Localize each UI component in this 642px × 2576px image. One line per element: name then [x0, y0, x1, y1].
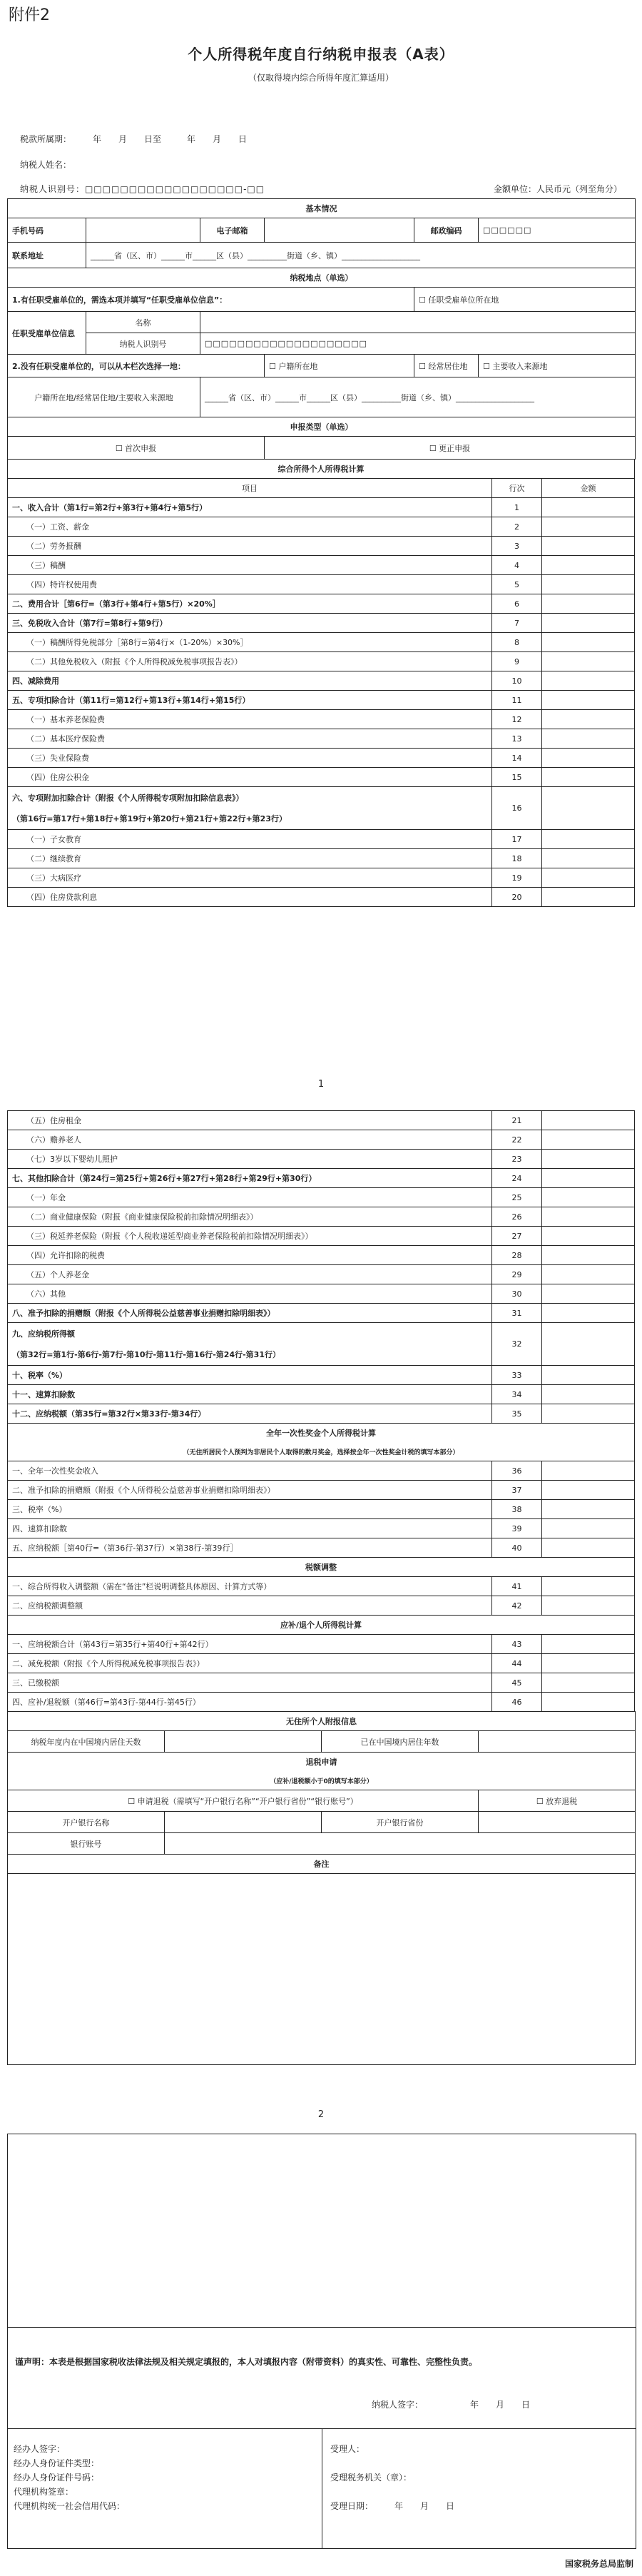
- option-apply-refund[interactable]: ☐ 申请退税（需填写“开户银行名称”“开户银行省份”“银行账号”）: [8, 1790, 479, 1812]
- row-item-label: （一）年金: [8, 1188, 492, 1207]
- tax-office-seal: 受理税务机关（章）：: [330, 2473, 412, 2483]
- row-amount-field[interactable]: [541, 594, 634, 614]
- row-line-number: 2: [491, 517, 541, 537]
- section-type: 申报类型（单选）: [8, 417, 636, 437]
- row-item-label: 三、已缴税额: [8, 1673, 492, 1693]
- declaration-text: 谨声明：本表是根据国家税收法律法规及相关规定填报的，本人对填报内容（附带资料）的真实性、可靠性、完整性负责。: [15, 2357, 478, 2367]
- row-32-line: 32: [492, 1323, 542, 1366]
- row-amount-field[interactable]: [541, 691, 634, 710]
- row-line-number: 22: [492, 1130, 542, 1150]
- address-field[interactable]: ______省（区、市）______市______区（县）__________街道（乡、镇）____________________: [86, 243, 636, 268]
- row-item-label: 七、其他扣除合计（第24行=第25行+第26行+第27行+第28行+第29行+第30行）: [8, 1169, 492, 1188]
- employer-name-field[interactable]: [200, 312, 636, 333]
- table-row: [8, 1227, 635, 1246]
- table-row: [8, 1265, 635, 1284]
- attachment-label: 附件2: [9, 6, 50, 24]
- table-row: [8, 1635, 635, 1654]
- row-amount-field[interactable]: [542, 1500, 635, 1519]
- row-amount-field[interactable]: [542, 1227, 635, 1246]
- refund-note: （应补/退税额小于0的填写本部分）: [8, 1771, 636, 1790]
- row-item-label: （三）稿酬: [8, 556, 492, 575]
- page-2-table: [7, 1110, 635, 2065]
- table-row: [8, 1500, 635, 1519]
- remark-field[interactable]: [8, 1874, 636, 2065]
- row-amount-field[interactable]: [542, 1538, 635, 1558]
- row-line-number: 19: [491, 868, 541, 888]
- row-item-label: （二）其他免税收入（附报《个人所得税减免税事项报告表》）: [8, 652, 492, 671]
- row-amount-field[interactable]: [542, 1188, 635, 1207]
- row-item-label: （四）住房贷款利息: [8, 888, 492, 907]
- row-line-number: 34: [492, 1385, 542, 1404]
- row-amount-field[interactable]: [542, 1169, 635, 1188]
- row-line-number: 18: [491, 849, 541, 868]
- row-line-number: 25: [492, 1188, 542, 1207]
- row-amount-field[interactable]: [542, 1481, 635, 1500]
- row-16-formula: （第16行=第17行+第18行+第19行+第20行+第21行+第22行+第23行）: [8, 808, 492, 830]
- row-item-label: 二、应纳税额调整额: [8, 1596, 492, 1616]
- table-row: [8, 868, 635, 888]
- row-item-label: 二、费用合计［第6行=（第3行+第4行+第5行）×20%］: [8, 594, 492, 614]
- option-amend-filing[interactable]: ☐ 更正申报: [265, 437, 636, 460]
- row-line-number: 28: [492, 1246, 542, 1265]
- receiver: 受理人：: [330, 2444, 365, 2454]
- row-line-number: 14: [491, 749, 541, 768]
- row-item-label: （四）特许权使用费: [8, 575, 492, 594]
- currency-unit: 金额单位：人民币元（列至角分）: [493, 184, 622, 194]
- table-row: [8, 556, 635, 575]
- option-residence[interactable]: ☐ 经常居住地: [414, 355, 479, 377]
- table-row: [8, 1246, 635, 1265]
- resident-years-field[interactable]: [479, 1731, 636, 1753]
- row-line-number: 5: [491, 575, 541, 594]
- bank-name-label: 开户银行名称: [8, 1812, 165, 1833]
- section-basic: 基本情况: [8, 199, 636, 218]
- table-row: [8, 1577, 635, 1596]
- table-row: [8, 729, 635, 749]
- col-item-header: 项目: [8, 479, 492, 498]
- row-amount-field[interactable]: [542, 1673, 635, 1693]
- table-row: [8, 1654, 635, 1673]
- row-line-number: 37: [492, 1481, 542, 1500]
- row-line-number: 26: [492, 1207, 542, 1227]
- row-item-label: 四、减除费用: [8, 671, 492, 691]
- row-amount-field[interactable]: [542, 1304, 635, 1323]
- form-subtitle: （仅取得境内综合所得年度汇算适用）: [248, 73, 394, 83]
- bank-province-label: 开户银行省份: [322, 1812, 479, 1833]
- row-item-label: 一、综合所得收入调整额（需在“备注”栏说明调整具体原因、计算方式等）: [8, 1577, 492, 1596]
- row-line-number: 36: [492, 1461, 542, 1481]
- table-row: [8, 1519, 635, 1538]
- row-item-label: 十、税率（%）: [8, 1366, 492, 1385]
- row-amount-field[interactable]: [541, 498, 634, 517]
- table-row: [8, 1673, 635, 1693]
- table-row: [8, 1366, 635, 1385]
- row-item-label: （一）基本养老保险费: [8, 710, 492, 729]
- row-item-label: （二）商业健康保险（附报《商业健康保险税前扣除情况明细表》）: [8, 1207, 492, 1227]
- row-line-number: 8: [491, 633, 541, 652]
- email-label: 电子邮箱: [200, 218, 265, 243]
- row-item-label: 八、准予扣除的捐赠额（附报《个人所得税公益慈善事业捐赠扣除明细表》）: [8, 1304, 492, 1323]
- row-item-label: 一、全年一次性奖金收入: [8, 1461, 492, 1481]
- section-calc: 综合所得个人所得税计算: [8, 460, 635, 479]
- page-3-box: [7, 2134, 636, 2549]
- form-title: 个人所得税年度自行纳税申报表（A表）: [188, 46, 454, 63]
- row-line-number: 46: [492, 1693, 542, 1712]
- row-line-number: 20: [491, 888, 541, 907]
- row-item-label: 二、减免税额（附报《个人所得税减免税事项报告表》）: [8, 1654, 492, 1673]
- table-row: [8, 710, 635, 729]
- issuer-mark: 国家税务总局监制: [564, 2559, 633, 2569]
- table-row: [8, 888, 635, 907]
- row-amount-field[interactable]: [541, 652, 634, 671]
- row-line-number: 41: [492, 1577, 542, 1596]
- row-line-number: 29: [492, 1265, 542, 1284]
- resident-days-label: 纳税年度内在中国境内居住天数: [8, 1731, 165, 1753]
- table-row: [8, 749, 635, 768]
- table-row: [8, 1596, 635, 1616]
- row-item-label: （一）工资、薪金: [8, 517, 492, 537]
- row-item-label: （六）赡养老人: [8, 1130, 492, 1150]
- row-line-number: 23: [492, 1150, 542, 1169]
- row-amount-field[interactable]: [541, 633, 634, 652]
- option-hukou[interactable]: ☐ 户籍所在地: [265, 355, 414, 377]
- section-adjust: 税额调整: [8, 1558, 635, 1577]
- row-amount-field[interactable]: [542, 1385, 635, 1404]
- row-amount-field[interactable]: [542, 1461, 635, 1481]
- section-refund: 退税申请: [8, 1753, 636, 1772]
- address-label: 联系地址: [8, 243, 86, 268]
- row-line-number: 17: [491, 830, 541, 849]
- table-row: [8, 1304, 635, 1323]
- row-item-label: （二）继续教育: [8, 849, 492, 868]
- row-item-label: （四）住房公积金: [8, 768, 492, 787]
- row-line-number: 21: [492, 1111, 542, 1130]
- location-q1: 1.有任职受雇单位的，需选本项并填写“任职受雇单位信息”：: [8, 288, 414, 312]
- row-item-label: 二、准予扣除的捐赠额（附报《个人所得税公益慈善事业捐赠扣除明细表》）: [8, 1481, 492, 1500]
- row-amount-field[interactable]: [542, 1150, 635, 1169]
- table-row: [8, 1130, 635, 1150]
- option-income-source[interactable]: ☐ 主要收入来源地: [479, 355, 636, 377]
- table-row: [8, 1169, 635, 1188]
- page-number-1: 1: [317, 1079, 325, 1090]
- bonus-note: （无住所居民个人预判为非居民个人取得的数月奖金，选择按全年一次性奖金计税的填写本部分）: [8, 1442, 635, 1461]
- resident-years-label: 已在中国境内居住年数: [322, 1731, 479, 1753]
- row-amount-field[interactable]: [541, 710, 634, 729]
- row-16-line: 16: [491, 787, 541, 830]
- taxpayer-name: 纳税人姓名：: [20, 160, 72, 170]
- table-row: [8, 1481, 635, 1500]
- employer-tin-label: 纳税人识别号: [86, 333, 200, 355]
- bank-province-field[interactable]: [479, 1812, 636, 1833]
- row-amount-field[interactable]: [542, 1130, 635, 1150]
- row-16-title: 六、专项附加扣除合计（附报《个人所得税专项附加扣除信息表》）: [8, 787, 492, 808]
- row-line-number: 44: [492, 1654, 542, 1673]
- location-q2: 2.没有任职受雇单位的，可以从本栏次选择一地：: [8, 355, 265, 377]
- row-item-label: 三、免税收入合计（第7行=第8行+第9行）: [8, 614, 492, 633]
- agent-id-type: 经办人身份证件类型：: [14, 2458, 100, 2468]
- option-waive-refund[interactable]: ☐ 放弃退税: [479, 1790, 636, 1812]
- row-line-number: 45: [492, 1673, 542, 1693]
- table-row: [8, 1385, 635, 1404]
- row-amount-field[interactable]: [541, 729, 634, 749]
- row-line-number: 39: [492, 1519, 542, 1538]
- page-number-2: 2: [317, 2109, 325, 2120]
- section-nonresident: 无住所个人附报信息: [8, 1712, 636, 1731]
- table-row: [8, 768, 635, 787]
- table-row: [8, 498, 635, 517]
- table-row: [8, 517, 635, 537]
- row-item-label: 四、应补/退税额（第46行=第43行-第44行-第45行）: [8, 1693, 492, 1712]
- row-amount-field[interactable]: [541, 768, 634, 787]
- table-row: [8, 614, 635, 633]
- taxpayer-signature[interactable]: 纳税人签字： 年 月 日: [372, 2400, 531, 2410]
- section-bonus: 全年一次性奖金个人所得税计算: [8, 1424, 635, 1443]
- row-amount-field[interactable]: [542, 1265, 635, 1284]
- row-line-number: 40: [492, 1538, 542, 1558]
- row-amount-field[interactable]: [542, 1596, 635, 1616]
- row-line-number: 13: [491, 729, 541, 749]
- agent-id-number: 经办人身份证件号码：: [14, 2473, 100, 2483]
- row-item-label: （一）子女教育: [8, 830, 492, 849]
- row-line-number: 4: [491, 556, 541, 575]
- row-32-title: 九、应纳税所得额: [8, 1323, 492, 1344]
- taxpayer-id: 纳税人识别号：□□□□□□□□□□□□□□□□□□-□□: [20, 184, 265, 194]
- row-line-number: 35: [492, 1404, 542, 1424]
- table-row: [8, 575, 635, 594]
- tax-period: 税款所属期： 年 月 日至 年 月 日: [20, 134, 248, 144]
- row-item-label: （一）稿酬所得免税部分［第8行=第4行×（1-20%）×30%］: [8, 633, 492, 652]
- row-32-formula: （第32行=第1行-第6行-第7行-第10行-第11行-第16行-第24行-第31行）: [8, 1344, 492, 1366]
- declaration-divider: [8, 2327, 636, 2328]
- bank-account-field[interactable]: [165, 1833, 636, 1855]
- table-row: [8, 1538, 635, 1558]
- row-item-label: 四、速算扣除数: [8, 1519, 492, 1538]
- bank-account-label: 银行账号: [8, 1833, 165, 1855]
- option-first-filing[interactable]: ☐ 首次申报: [8, 437, 265, 460]
- table-row: [8, 1404, 635, 1424]
- row-line-number: 27: [492, 1227, 542, 1246]
- row-item-label: （五）个人养老金: [8, 1265, 492, 1284]
- section-refund-calc: 应补/退个人所得税计算: [8, 1616, 635, 1635]
- row-amount-field[interactable]: [541, 868, 634, 888]
- row-amount-field[interactable]: [542, 1366, 635, 1385]
- row-amount-field[interactable]: [542, 1577, 635, 1596]
- row-line-number: 42: [492, 1596, 542, 1616]
- table-row: [8, 1111, 635, 1130]
- bank-name-field[interactable]: [165, 1812, 322, 1833]
- agency-credit-code: 代理机构统一社会信用代码：: [14, 2501, 126, 2511]
- table-row: [8, 830, 635, 849]
- hukou-address-field[interactable]: ______省（区、市）______市______区（县）__________街道（乡、镇）____________________: [200, 377, 636, 417]
- row-line-number: 24: [492, 1169, 542, 1188]
- row-line-number: 7: [491, 614, 541, 633]
- row-item-label: 五、专项扣除合计（第11行=第12行+第13行+第14行+第15行）: [8, 691, 492, 710]
- row-amount-field[interactable]: [541, 575, 634, 594]
- row-line-number: 3: [491, 537, 541, 556]
- row-item-label: 三、税率（%）: [8, 1500, 492, 1519]
- table-row: [8, 691, 635, 710]
- row-item-label: 一、收入合计（第1行=第2行+第3行+第4行+第5行）: [8, 498, 492, 517]
- row-amount-field[interactable]: [541, 517, 634, 537]
- row-item-label: （七）3岁以下婴幼儿照护: [8, 1150, 492, 1169]
- row-item-label: 五、应纳税额［第40行=（第36行-第37行）×第38行-第39行］: [8, 1538, 492, 1558]
- row-amount-field[interactable]: [541, 849, 634, 868]
- page-1-table: [7, 198, 635, 907]
- row-amount-field[interactable]: [542, 1404, 635, 1424]
- row-item-label: 十二、应纳税额（第35行=第32行×第33行-第34行）: [8, 1404, 492, 1424]
- postcode-field[interactable]: □□□□□□: [479, 218, 636, 243]
- col-amount-header: 金额: [541, 479, 634, 498]
- table-row: [8, 1693, 635, 1712]
- table-row: [8, 594, 635, 614]
- row-amount-field[interactable]: [542, 1111, 635, 1130]
- row-amount-field[interactable]: [542, 1519, 635, 1538]
- row-item-label: 一、应纳税额合计（第43行=第35行+第40行+第42行）: [8, 1635, 492, 1654]
- row-line-number: 15: [491, 768, 541, 787]
- section-remark: 备注: [8, 1855, 636, 1874]
- option-employer-location[interactable]: ☐ 任职受雇单位所在地: [414, 288, 636, 312]
- table-row: [8, 1188, 635, 1207]
- hukou-label: 户籍所在地/经常居住地/主要收入来源地: [8, 377, 200, 417]
- row-amount-field[interactable]: [542, 1246, 635, 1265]
- agency-seal: 代理机构签章：: [14, 2487, 74, 2497]
- employer-name-label: 名称: [86, 312, 200, 333]
- row-line-number: 38: [492, 1500, 542, 1519]
- row-line-number: 1: [491, 498, 541, 517]
- row-line-number: 33: [492, 1366, 542, 1385]
- phone-label: 手机号码: [8, 218, 86, 243]
- row-amount-field[interactable]: [542, 1284, 635, 1304]
- row-amount-field[interactable]: [542, 1635, 635, 1654]
- resident-days-field[interactable]: [165, 1731, 322, 1753]
- row-line-number: 30: [492, 1284, 542, 1304]
- row-item-label: （三）大病医疗: [8, 868, 492, 888]
- row-item-label: （六）其他: [8, 1284, 492, 1304]
- table-row: [8, 633, 635, 652]
- phone-field[interactable]: [86, 218, 200, 243]
- row-item-label: （二）劳务报酬: [8, 537, 492, 556]
- table-row: [8, 671, 635, 691]
- row-item-label: （五）住房租金: [8, 1111, 492, 1130]
- row-32-amount[interactable]: [542, 1323, 635, 1366]
- table-row: [8, 1284, 635, 1304]
- row-item-label: （二）基本医疗保险费: [8, 729, 492, 749]
- row-line-number: 6: [491, 594, 541, 614]
- row-line-number: 11: [491, 691, 541, 710]
- row-amount-field[interactable]: [541, 749, 634, 768]
- table-row: [8, 1207, 635, 1227]
- employer-tin-field[interactable]: □□□□□□□□□□□□□□□□□□□□: [200, 333, 636, 355]
- table-row: [8, 652, 635, 671]
- table-row: [8, 849, 635, 868]
- receive-date: 受理日期： 年 月 日: [330, 2501, 455, 2511]
- row-line-number: 10: [491, 671, 541, 691]
- row-line-number: 12: [491, 710, 541, 729]
- postcode-label: 邮政编码: [414, 218, 479, 243]
- row-amount-field[interactable]: [541, 888, 634, 907]
- row-line-number: 9: [491, 652, 541, 671]
- row-amount-field[interactable]: [542, 1654, 635, 1673]
- row-amount-field[interactable]: [541, 614, 634, 633]
- row-amount-field[interactable]: [541, 556, 634, 575]
- row-amount-field[interactable]: [542, 1693, 635, 1712]
- row-amount-field[interactable]: [541, 671, 634, 691]
- email-field[interactable]: [265, 218, 414, 243]
- row-16-amount[interactable]: [541, 787, 634, 830]
- row-line-number: 31: [492, 1304, 542, 1323]
- row-item-label: （四）允许扣除的税费: [8, 1246, 492, 1265]
- section-location: 纳税地点（单选）: [8, 268, 636, 288]
- row-item-label: （三）失业保险费: [8, 749, 492, 768]
- row-item-label: 十一、速算扣除数: [8, 1385, 492, 1404]
- employer-info-label: 任职受雇单位信息: [8, 312, 86, 355]
- row-amount-field[interactable]: [541, 537, 634, 556]
- row-amount-field[interactable]: [541, 830, 634, 849]
- row-item-label: （三）税延养老保险（附报《个人税收递延型商业养老保险税前扣除情况明细表》）: [8, 1227, 492, 1246]
- row-amount-field[interactable]: [542, 1207, 635, 1227]
- agent-signature[interactable]: 经办人签字：: [14, 2444, 66, 2454]
- table-row: [8, 1461, 635, 1481]
- row-line-number: 43: [492, 1635, 542, 1654]
- table-row: [8, 537, 635, 556]
- table-row: [8, 1150, 635, 1169]
- col-line-header: 行次: [491, 479, 541, 498]
